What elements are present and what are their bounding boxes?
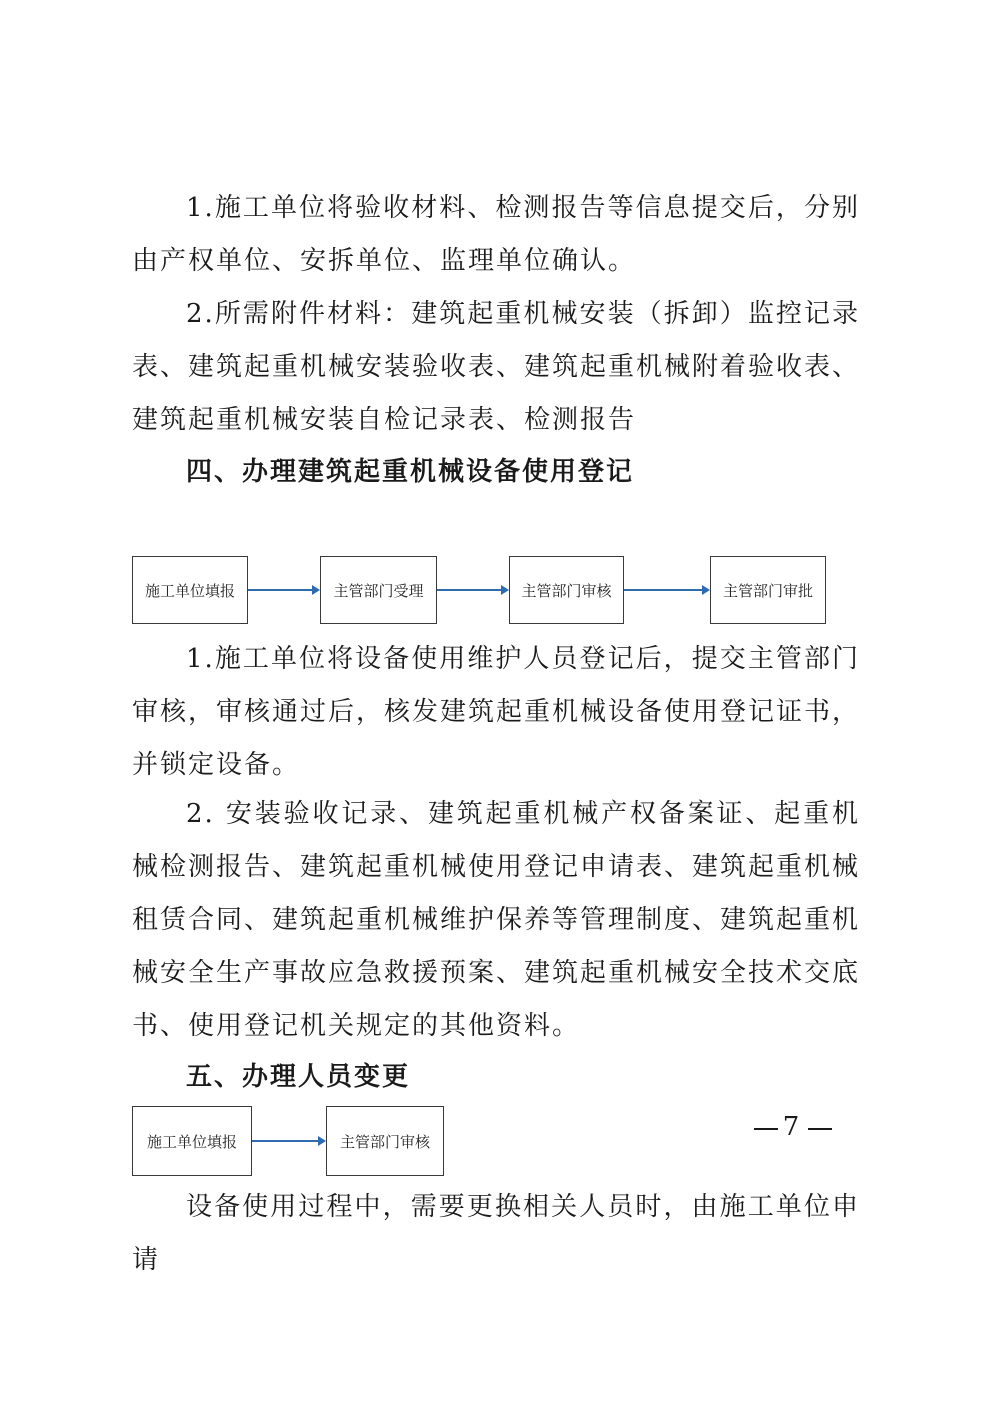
flow-step-approve: 主管部门审批 <box>710 556 826 624</box>
flow-step-fill: 施工单位填报 <box>132 1106 252 1176</box>
flow-arrow <box>252 1140 324 1142</box>
flow-step-review: 主管部门审核 <box>509 556 624 624</box>
section4-paragraph-2: 2. 安装验收记录、建筑起重机械产权备案证、起重机械检测报告、建筑起重机械使用登记申请表、建筑起重机械租赁合同、建筑起重机械维护保养等管理制度、建筑起重机械安全生产事故应急救援预案、建筑起重机械安全技术交底书、使用登记机关规定的其他资料。 <box>132 799 861 1041</box>
flow-arrow <box>437 589 507 591</box>
section5-paragraph-1: 设备使用过程中，需要更换相关人员时，由施工单位申请 <box>132 1192 860 1275</box>
flow-step-fill: 施工单位填报 <box>132 556 248 624</box>
flow-step-accept: 主管部门受理 <box>320 556 437 624</box>
page-number: 7 <box>782 1112 802 1142</box>
section5-heading: 五、办理人员变更 <box>186 1062 411 1092</box>
section4-paragraph-1: 1.施工单位将设备使用维护人员登记后，提交主管部门审核，审核通过后，核发建筑起重机械设备使用登记证书，并锁定设备。 <box>132 644 861 780</box>
flow-arrow <box>248 589 318 591</box>
flow-arrow <box>624 589 708 591</box>
section3-paragraph-2: 2.所需附件材料：建筑起重机械安装（拆卸）监控记录表、建筑起重机械安装验收表、建筑起重机械附着验收表、建筑起重机械安装自检记录表、检测报告 <box>132 299 861 435</box>
flow-step-review: 主管部门审核 <box>326 1106 444 1176</box>
section3-paragraph-1: 1.施工单位将验收材料、检测报告等信息提交后，分别由产权单位、安拆单位、监理单位确认。 <box>132 193 860 276</box>
section4-heading: 四、办理建筑起重机械设备使用登记 <box>186 457 635 487</box>
page-number-dash-right <box>808 1128 832 1130</box>
